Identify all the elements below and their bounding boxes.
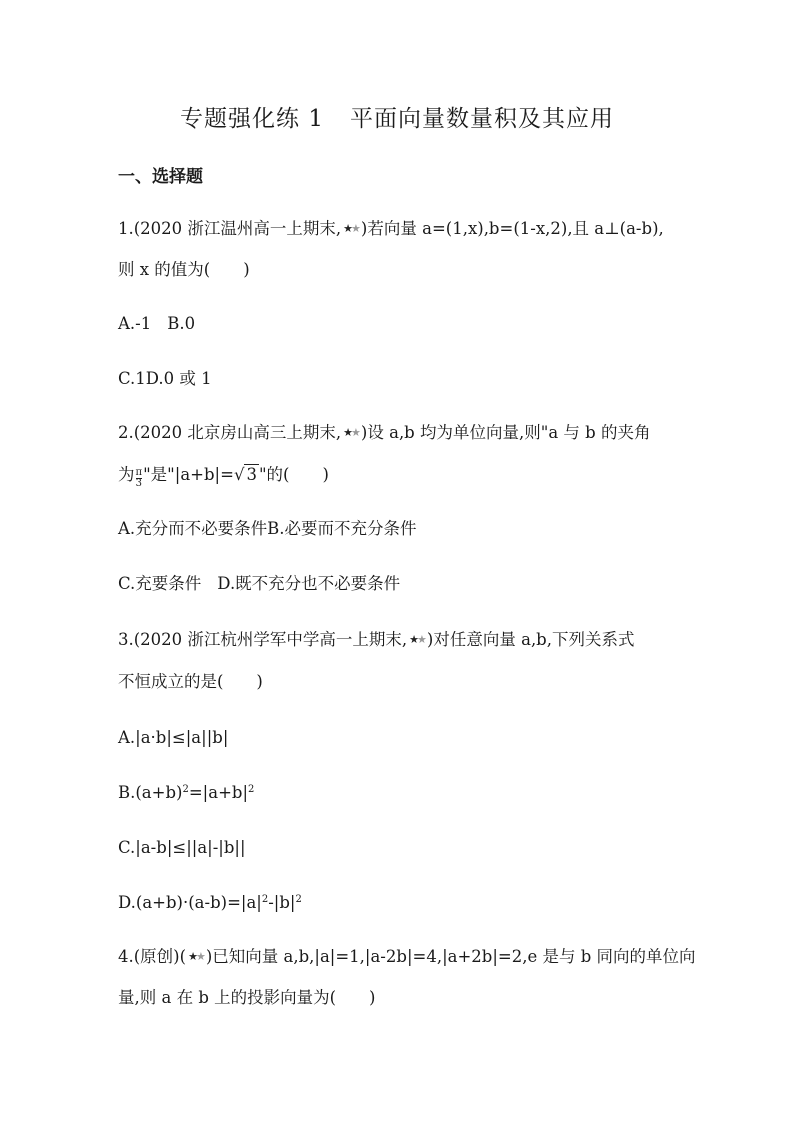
q2-options-ab: A.充分而不必要条件B.必要而不充分条件 (118, 519, 417, 538)
q2-options-cd: C.充要条件 D.既不充分也不必要条件 (118, 574, 401, 593)
fraction-pi-over-3: $\frac{\pi}{3}$ (135, 467, 143, 489)
q4-line2: 量,则 a 在 b 上的投影向量为( ) (118, 988, 376, 1007)
title-sub: 平面向量数量积及其应用 (349, 106, 614, 132)
sqrt-three: √ 3 (233, 465, 257, 484)
q3-line2: 不恒成立的是( ) (118, 672, 263, 691)
title-main: 专题强化练 1 (180, 106, 324, 132)
q3-line1: 3.(2020 浙江杭州学军中学高一上期末, ★★ )对任意向量 a,b,下列关系式 (118, 630, 635, 649)
q3-option-c: C.|a-b|≤||a|-|b|| (118, 838, 246, 857)
q3-option-b: $B.(a+b)^2=|a+b|^2$ (118, 783, 255, 802)
page-title (0, 100, 794, 133)
q1-options-ab: A.-1 B.0 (118, 314, 196, 333)
difficulty-stars-icon: ★★ (409, 633, 425, 646)
q2-line2: 为 $\frac{\pi}{3}$ "是"|a+b|=√ 3 "的( ) (118, 465, 329, 489)
q4-line1: 4.(原创)( ★★ )已知向量 a,b,|a|=1,|a-2b|=4,|a+2b|=2,e 是与 b 同向的单位向 (118, 947, 696, 966)
q3-option-d: $D.(a+b)\cdot(a-b)=|a|^2-|b|^2$ (118, 893, 302, 912)
q3-option-a: A.|a·b|≤|a||b| (118, 728, 229, 747)
q1-line1: 1.(2020 浙江温州高一上期末, ★★ )若向量 a=(1,x),b=(1-x,2),且 a⊥(a-b), (118, 219, 664, 238)
q1-options-cd: C.1D.0 或 1 (118, 369, 212, 388)
q2-line1: 2.(2020 北京房山高三上期末, ★★ )设 a,b 均为单位向量,则"a 与 b 的夹角 (118, 423, 651, 442)
difficulty-stars-icon: ★★ (343, 426, 359, 439)
difficulty-stars-icon: ★★ (188, 950, 204, 963)
difficulty-stars-icon: ★★ (343, 222, 359, 235)
section-heading: 一、选择题 (118, 167, 203, 187)
q1-line2: 则 x 的值为( ) (118, 260, 250, 279)
